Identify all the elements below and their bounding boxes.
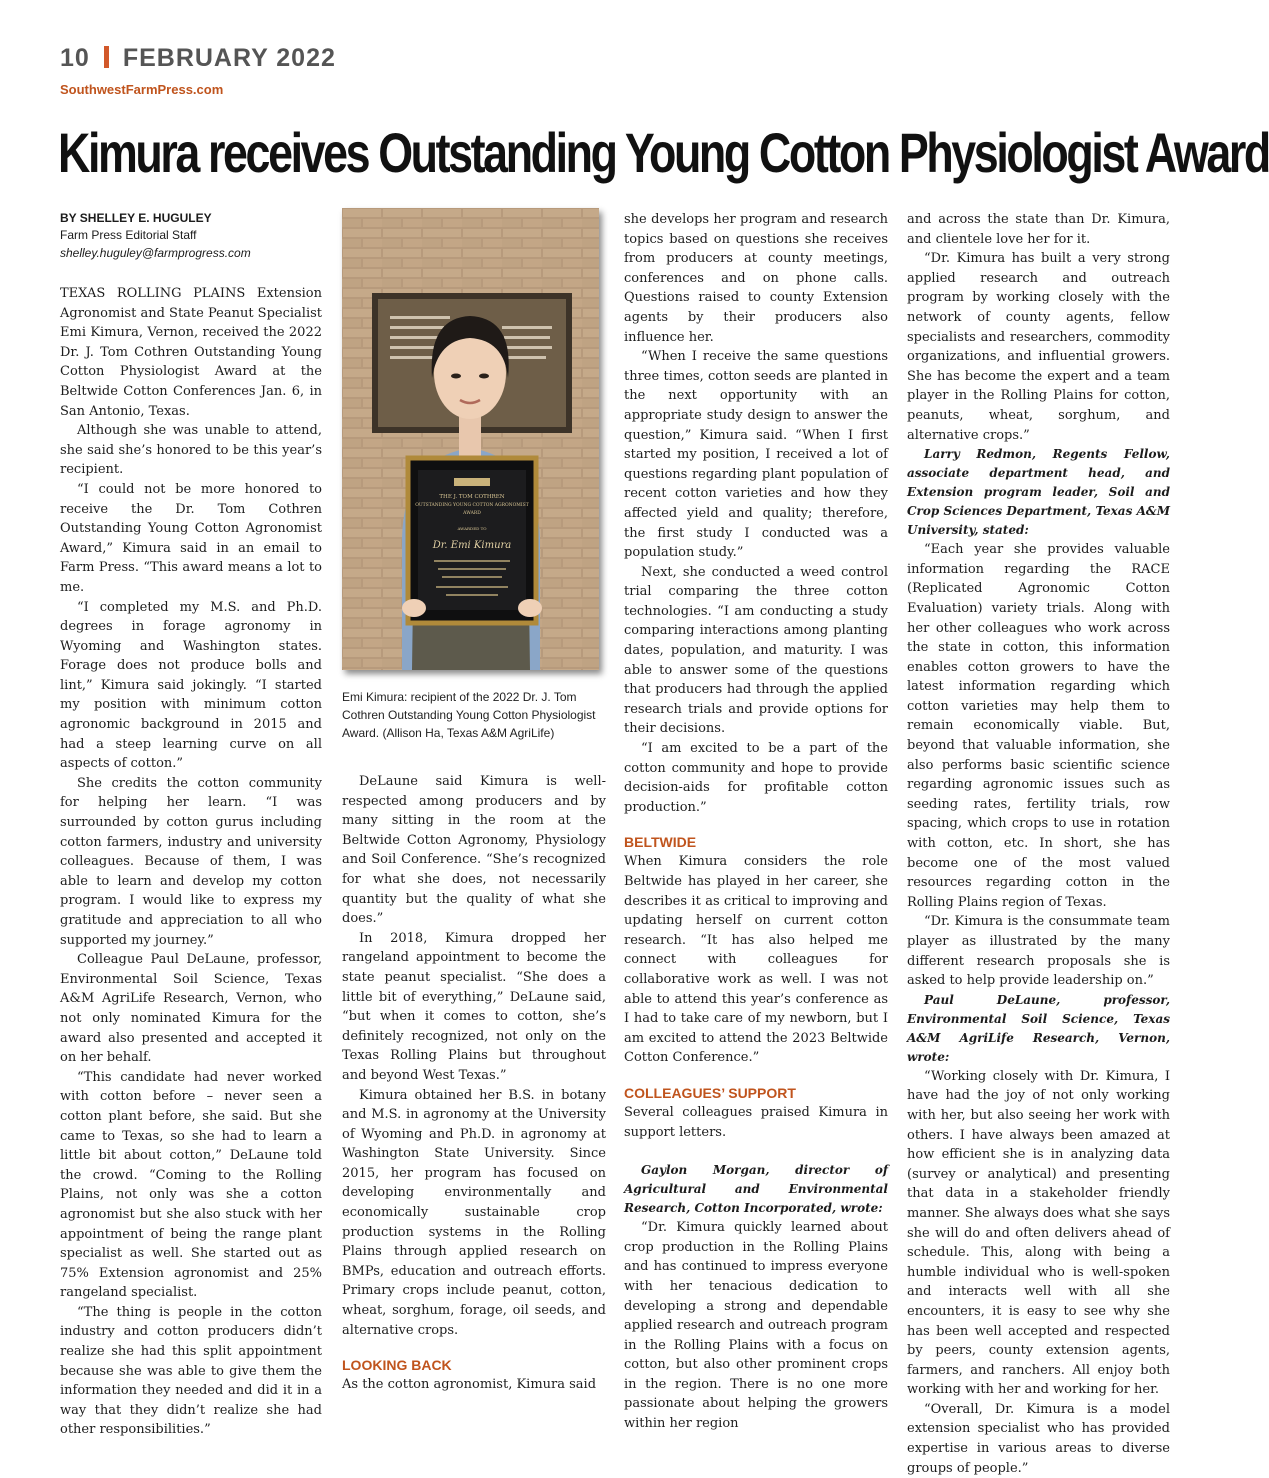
page-header [60, 44, 336, 73]
paragraph: “Dr. Kimura quickly learned about crop production in the Rolling Plains and has continued to impress everyone with her tenacious dedication to developing a strong and dependable applied research and outreach program in the Rolling Plains with a focus on cotton, but also other prominent crops in the region. There is no one more passionate about helping the growers within her region [624, 1220, 888, 1432]
photo-illustration [342, 208, 599, 670]
paragraph: “Overall, Dr. Kimura is a model extension specialist who has provided expertise in various areas to diverse groups of people.” [907, 1401, 1170, 1476]
paragraph: She credits the cotton community for helping her learn. “I was surrounded by cotton gurus including cotton farmers, industry and university colleagues. Because of them, I was able to learn and develop my cotton program. I would like to express my gratitude and appreciation to all who supported my journey.” [60, 775, 322, 948]
plaque-awarded: AWARDED TO [457, 526, 487, 531]
attribution-morgan: Gaylon Morgan, director of Agricultural and Environmental Research, Cotton Incorporated, wrote: [624, 1163, 888, 1216]
award-photo [342, 208, 599, 670]
paragraph: “I am excited to be a part of the cotton community and hope to provide decision-aids for profitable cotton production.” [624, 741, 888, 815]
paragraph: and across the state than Dr. Kimura, and clientele love her for it. [907, 212, 1170, 247]
byline-email: shelley.huguley@farmprogress.com [60, 246, 251, 260]
header-divider [104, 46, 109, 68]
paragraph: When Kimura considers the role Beltwide has played in her career, she describes it as critical to improving and updating herself on current cotton research. “It has also helped me connect with colleagues for collaborative work as well. I was not able to attend this year’s conference as I had to take care of my newborn, but I am excited to attend the 2023 Beltwide Cotton Conference.” [624, 854, 888, 1066]
paragraph: “Working closely with Dr. Kimura, I have had the joy of not only working with her, but also seeing her work with others. I have always been amazed at how efficient she is in analyzing data (survey or analytical) and presenting that data in a stakeholder friendly manner. She always does what she says she will do and often delivers ahead of schedule. This, along with being a humble individual who is well-spoken and interacts well with all she encounters, it is easy to see why she has been well accepted and respected by peers, county extension agents, farmers, and ranchers. All enjoy both working with her and working for her. [907, 1068, 1170, 1398]
paragraph: “Each year she provides valuable information regarding the RACE (Replicated Agronomic Cotton Evaluation) variety trials. Along with her other colleagues who work across the state in cotton, this information enables cotton growers to have the latest information regarding which cotton varieties may help them to remain economically viable. But, beyond that valuable information, she also performs basic scientific science regarding agronomic issues such as seeding rates, fertility trials, row spacing, which crops to use in rotation with cotton, etc. In short, she has become one of the most valued resources regarding cotton in the Rolling Plains region of Texas. [907, 542, 1170, 910]
paragraph: she develops her program and research topics based on questions she receives from producers at county meetings, conferences and on phone calls. Questions raised to county Extension agents by their producers also influence her. [624, 212, 888, 345]
byline-author: BY SHELLEY E. HUGULEY [60, 211, 212, 225]
plaque-title-line-3: AWARD [463, 511, 481, 516]
subhead-beltwide: BELTWIDE [624, 834, 697, 851]
paragraph: “Dr. Kimura is the consummate team player as illustrated by the many different research proposals she is asked to help provide leadership on.” [907, 914, 1170, 989]
article-headline: Kimura receives Outstanding Young Cotton Physiologist Award [58, 121, 1269, 184]
paragraph: Next, she conducted a weed control trial comparing the three cotton technologies. “I am conducting a study comparing interactions among planting dates, population, and maturity. I was able to answer some of the questions that producers had through the applied research trials and provide options for their decisions. [624, 564, 888, 737]
attribution-delaune: Paul DeLaune, professor, Environmental Soil Science, Texas A&M AgriLife Research, Vernon, wrote: [907, 992, 1170, 1064]
paragraph: “I could not be more honored to receive the Dr. Tom Cothren Outstanding Young Cotton Agronomist Award,” Kimura said in an email to Farm Press. “This award means a lot to me. [60, 481, 322, 595]
issue-date: FEBRUARY 2022 [122, 44, 336, 72]
paragraph: Several colleagues praised Kimura in support letters. [624, 1104, 888, 1140]
paragraph: “I completed my M.S. and Ph.D. degrees in forage agronomy in Wyoming and Washington states. Forage does not produce bolls and lint,” Kimura said jokingly. “I started my position with minimum cotton agronomic background in 2015 and had a steep learning curve on all aspects of cotton.” [60, 599, 322, 772]
subhead-colleagues-support: COLLEAGUES’ SUPPORT [624, 1084, 796, 1101]
photo-caption: Emi Kimura: recipient of the 2022 Dr. J. Tom Cothren Outstanding Young Cotton Physiologist Award. (Allison Ha, Texas A&M AgriLife) [342, 690, 596, 740]
paragraph: DeLaune said Kimura is well-respected among producers and by many sitting in the room at the Beltwide Cotton Agronomy, Physiology and Soil Conference. “She’s recognized for what she does, not necessarily quantity but the quality of what she does.” [342, 774, 606, 927]
paragraph: “This candidate had never worked with cotton before – never seen a cotton plant before, she said. But she came to Texas, so she had to learn a little bit about cotton,” DeLaune told the crowd. “Coming to the Rolling Plains, not only was she a cotton agronomist but she also stuck with her appointment of being the range plant specialist as well. She started out as 75% Extension agronomist and 25% rangeland specialist. [60, 1069, 322, 1301]
paragraph: As the cotton agronomist, Kimura said [342, 1377, 597, 1393]
column-2 [342, 772, 606, 1395]
paragraph: Colleague Paul DeLaune, professor, Environmental Soil Science, Texas A&M AgriLife Research, Vernon, who not only nominated Kimura for the award also presented and accepted it on her behalf. [60, 952, 322, 1066]
attribution-redmon: Larry Redmon, Regents Fellow, associate department head, and Extension program leader, Soil and Crop Sciences Department, Texas A&M University, stated: [907, 447, 1170, 538]
plaque-title-line-1: THE J. TOM COTHREN [439, 494, 505, 500]
paragraph: Kimura obtained her B.S. in botany and M.S. in agronomy at the University of Wyoming and Ph.D. in agronomy at Washington State University. Since 2015, her program has focused on developing environmentally and economically sustainable crop production systems in the Rolling Plains through applied research on BMPs, education and outreach efforts. Primary crops include peanut, cotton, wheat, sorghum, forage, oil seeds, and alternative crops. [342, 1087, 606, 1338]
plaque-title-line-2: OUTSTANDING YOUNG COTTON AGRONOMIST [415, 503, 529, 508]
column-1 [60, 210, 322, 1440]
byline-role: Farm Press Editorial Staff [60, 228, 197, 242]
site-name: SouthwestFarmPress.com [60, 82, 224, 97]
paragraph: “When I receive the same questions three times, cotton seeds are planted in the next opportunity with an appropriate study design to answer the question,” Kimura said. “When I first started my position, I received a lot of questions regarding plant population of recent cotton varieties and how they affected yield and quality; therefore, the first study I conducted was a population study.” [624, 349, 888, 561]
paragraph: In 2018, Kimura dropped her rangeland appointment to become the state peanut specialist. “She does a little bit of everything,” DeLaune said, “but when it comes to cotton, she’s definitely recognized, not only on the Texas Rolling Plains but throughout and beyond West Texas.” [342, 930, 606, 1083]
plaque-name: Dr. Emi Kimura [432, 540, 512, 551]
column-4 [907, 210, 1170, 1478]
paragraph: “The thing is people in the cotton industry and cotton producers didn’t realize she had this split appointment because she was able to give them the information they needed and did it in a way that they didn’t realize she had other responsibilities.” [60, 1304, 322, 1438]
subhead-looking-back: LOOKING BACK [342, 1357, 452, 1374]
column-3 [624, 210, 888, 1434]
paragraph: Although she was unable to attend, she said she’s honored to be this year’s recipient. [60, 423, 322, 478]
page-number: 10 [60, 44, 90, 72]
paragraph: “Dr. Kimura has built a very strong applied research and outreach program by working closely with the network of county agents, fellow specialists and researchers, commodity organizations, and influential growers. She has become the expert and a team player in the Rolling Plains for cotton, peanuts, wheat, sorghum, and alternative crops.” [907, 251, 1170, 443]
paragraph: TEXAS ROLLING PLAINS Extension Agronomist and State Peanut Specialist Emi Kimura, Vernon, received the 2022 Dr. J. Tom Cothren Outstanding Young Cotton Physiologist Award at the Beltwide Cotton Conferences Jan. 6, in San Antonio, Texas. [60, 286, 322, 419]
